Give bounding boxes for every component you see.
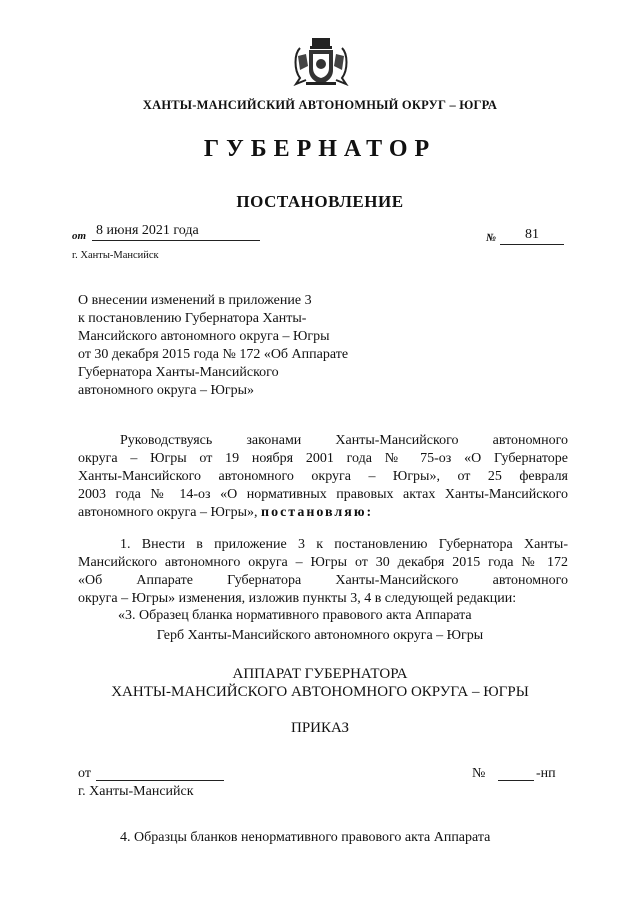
preamble-paragraph xyxy=(78,432,568,522)
sample-order-heading: ПРИКАЗ xyxy=(291,720,349,736)
city-label: г. Ханты-Мансийск xyxy=(72,250,159,261)
sample-apparatus-line-2: ХАНТЫ-МАНСИЙСКОГО АВТОНОМНОГО ОКРУГА – ЮГРЫ xyxy=(111,684,529,700)
paragraph-line: округа – Югры от 19 ноября 2001 года № 75-оз «О Губернаторе xyxy=(78,451,568,466)
coat-of-arms-emblem xyxy=(292,36,350,88)
paragraph-line: Ханты-Мансийского автономного округа – Югры», от 25 февраля xyxy=(78,469,568,484)
paragraph-line: «Об Аппарате Губернатора Ханты-Мансийского автономного xyxy=(78,573,568,588)
sample-date-blank xyxy=(96,765,224,781)
region-name: ХАНТЫ-МАНСИЙСКИЙ АВТОНОМНЫЙ ОКРУГ – ЮГРА xyxy=(142,98,498,112)
paragraph-line: Мансийского автономного округа – Югры от 30 декабря 2015 года № 172 xyxy=(78,555,568,570)
decree-heading: ПОСТАНОВЛЕНИЕ xyxy=(236,192,404,211)
subject-line: от 30 декабря 2015 года № 172 «Об Аппарате xyxy=(78,347,349,362)
item-3-line: «3. Образец бланка нормативного правового акта Аппарата xyxy=(118,608,472,623)
subject-line: Мансийского автономного округа – Югры xyxy=(78,329,330,344)
sample-number-blank xyxy=(498,765,534,781)
paragraph-text: автономного округа – Югры», xyxy=(78,505,258,520)
resolve-word: постановляю: xyxy=(261,505,374,520)
paragraph-line: округа – Югры» изменения, изложив пункты 3, 4 в следующей редакции: xyxy=(78,591,517,606)
decree-number: 81 xyxy=(500,226,564,245)
item-4-line: 4. Образцы бланков ненормативного правового акта Аппарата xyxy=(120,830,491,845)
paragraph-line: 1. Внести в приложение 3 к постановлению Губернатора Ханты- xyxy=(120,537,568,552)
subject-line: Губернатора Ханты-Мансийского xyxy=(78,365,279,380)
paragraph-line: Руководствуясь законами Ханты-Мансийского автономного xyxy=(120,433,568,448)
sample-number-label: № xyxy=(472,766,486,781)
subject-line: автономного округа – Югры» xyxy=(78,383,254,398)
paragraph-line xyxy=(78,504,568,522)
governor-heading: ГУБЕРНАТОР xyxy=(203,136,437,162)
subject-line: О внесении изменений в приложение 3 xyxy=(78,293,312,308)
sample-number-suffix: -нп xyxy=(536,766,556,781)
sample-apparatus-line-1: АППАРАТ ГУБЕРНАТОРА xyxy=(232,666,408,682)
date-prefix-label: от xyxy=(72,230,87,242)
decree-date: 8 июня 2021 года xyxy=(92,222,260,241)
sample-coat-of-arms-caption: Герб Ханты-Мансийского автономного округа – Югры xyxy=(156,628,484,643)
sample-city-label: г. Ханты-Мансийск xyxy=(78,784,194,799)
item-1-paragraph xyxy=(78,536,568,608)
paragraph-line: 2003 года № 14-оз «О нормативных правовых актах Ханты-Мансийского xyxy=(78,487,568,502)
sample-date-label: от xyxy=(78,766,91,781)
subject-line: к постановлению Губернатора Ханты- xyxy=(78,311,307,326)
decree-subject xyxy=(78,292,398,400)
number-sign-label: № xyxy=(486,232,497,244)
